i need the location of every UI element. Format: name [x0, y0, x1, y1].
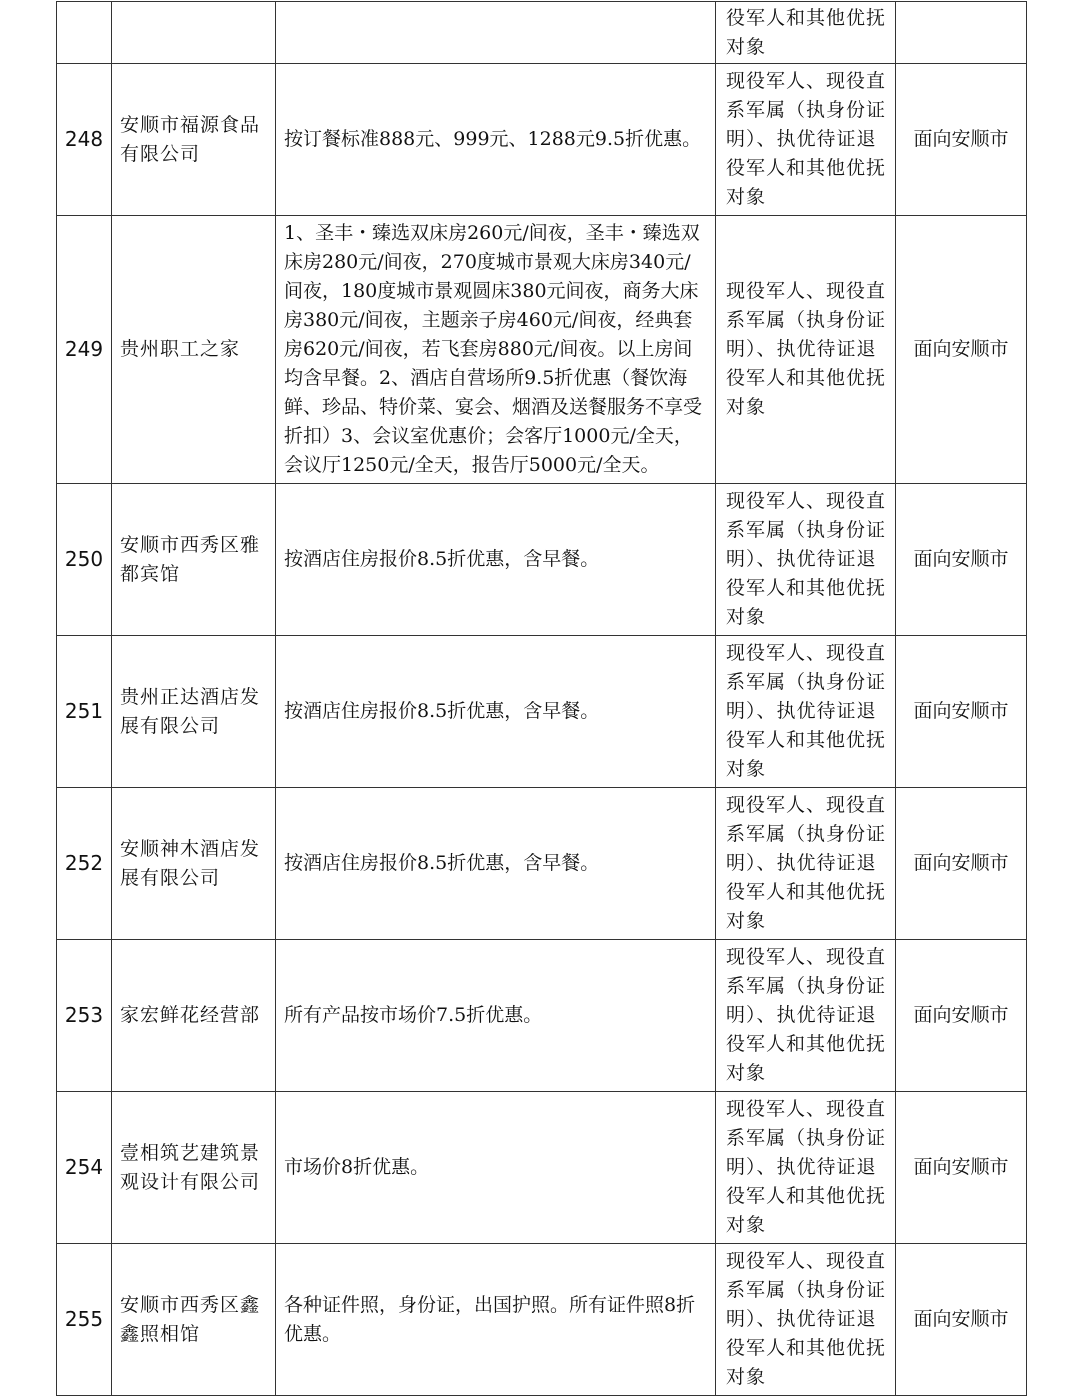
table-row	[57, 636, 1027, 788]
merchant-name: 安顺神木酒店发展有限公司	[112, 788, 276, 940]
row-number: 255	[57, 1244, 112, 1396]
service-scope: 面向安顺市	[896, 636, 1027, 788]
service-scope: 面向安顺市	[896, 940, 1027, 1092]
eligible-recipients: 役军人和其他优抚对象	[716, 2, 896, 64]
row-number: 250	[57, 484, 112, 636]
merchant-name	[112, 2, 276, 64]
table-body	[57, 2, 1027, 1396]
table-row	[57, 1092, 1027, 1244]
service-scope: 面向安顺市	[896, 484, 1027, 636]
merchant-name: 家宏鲜花经营部	[112, 940, 276, 1092]
merchant-name: 安顺市福源食品有限公司	[112, 64, 276, 216]
discount-description: 各种证件照，身份证，出国护照。所有证件照8折优惠。	[276, 1244, 716, 1396]
service-scope: 面向安顺市	[896, 1244, 1027, 1396]
discount-description: 所有产品按市场价7.5折优惠。	[276, 940, 716, 1092]
merchant-name: 贵州正达酒店发展有限公司	[112, 636, 276, 788]
row-number: 249	[57, 216, 112, 484]
eligible-recipients: 现役军人、现役直系军属（执身份证明）、执优待证退役军人和其他优抚对象	[716, 940, 896, 1092]
eligible-recipients: 现役军人、现役直系军属（执身份证明）、执优待证退役军人和其他优抚对象	[716, 216, 896, 484]
discount-description: 按酒店住房报价8.5折优惠，含早餐。	[276, 484, 716, 636]
eligible-recipients: 现役军人、现役直系军属（执身份证明）、执优待证退役军人和其他优抚对象	[716, 636, 896, 788]
table-row-partial	[57, 2, 1027, 64]
table-row	[57, 940, 1027, 1092]
table-row	[57, 1244, 1027, 1396]
row-number: 251	[57, 636, 112, 788]
table-row	[57, 484, 1027, 636]
eligible-recipients: 现役军人、现役直系军属（执身份证明）、执优待证退役军人和其他优抚对象	[716, 484, 896, 636]
row-number: 252	[57, 788, 112, 940]
table-row	[57, 64, 1027, 216]
service-scope: 面向安顺市	[896, 788, 1027, 940]
discount-description: 1、圣丰・臻选双床房260元/间夜，圣丰・臻选双床房280元/间夜，270度城市景观大床房340元/间夜，180度城市景观圆床380元间夜，商务大床房380元/间夜，主题亲子房460元/间夜，经典套房620元/间夜，若飞套房880元/间夜。以上房间均含早餐。2、酒店自营场所9.5折优惠（餐饮海鲜、珍品、特价菜、宴会、烟酒及送餐服务不享受折扣）3、会议室优惠价；会客厅1000元/全天，会议厅1250元/全天，报告厅5000元/全天。	[276, 216, 716, 484]
discount-description: 按订餐标准888元、999元、1288元9.5折优惠。	[276, 64, 716, 216]
eligible-recipients: 现役军人、现役直系军属（执身份证明）、执优待证退役军人和其他优抚对象	[716, 1244, 896, 1396]
discount-description	[276, 2, 716, 64]
eligible-recipients: 现役军人、现役直系军属（执身份证明）、执优待证退役军人和其他优抚对象	[716, 1092, 896, 1244]
discount-merchant-table	[56, 1, 1027, 1396]
eligible-recipients: 现役军人、现役直系军属（执身份证明）、执优待证退役军人和其他优抚对象	[716, 64, 896, 216]
table-row	[57, 216, 1027, 484]
row-number: 254	[57, 1092, 112, 1244]
service-scope: 面向安顺市	[896, 64, 1027, 216]
merchant-name: 安顺市西秀区鑫鑫照相馆	[112, 1244, 276, 1396]
merchant-name: 壹相筑艺建筑景观设计有限公司	[112, 1092, 276, 1244]
service-scope: 面向安顺市	[896, 216, 1027, 484]
discount-description: 按酒店住房报价8.5折优惠，含早餐。	[276, 788, 716, 940]
row-number: 253	[57, 940, 112, 1092]
eligible-recipients: 现役军人、现役直系军属（执身份证明）、执优待证退役军人和其他优抚对象	[716, 788, 896, 940]
row-number: 248	[57, 64, 112, 216]
merchant-name: 贵州职工之家	[112, 216, 276, 484]
discount-description: 市场价8折优惠。	[276, 1092, 716, 1244]
service-scope: 面向安顺市	[896, 1092, 1027, 1244]
table-row	[57, 788, 1027, 940]
service-scope	[896, 2, 1027, 64]
row-number	[57, 2, 112, 64]
discount-description: 按酒店住房报价8.5折优惠，含早餐。	[276, 636, 716, 788]
merchant-name: 安顺市西秀区雅都宾馆	[112, 484, 276, 636]
